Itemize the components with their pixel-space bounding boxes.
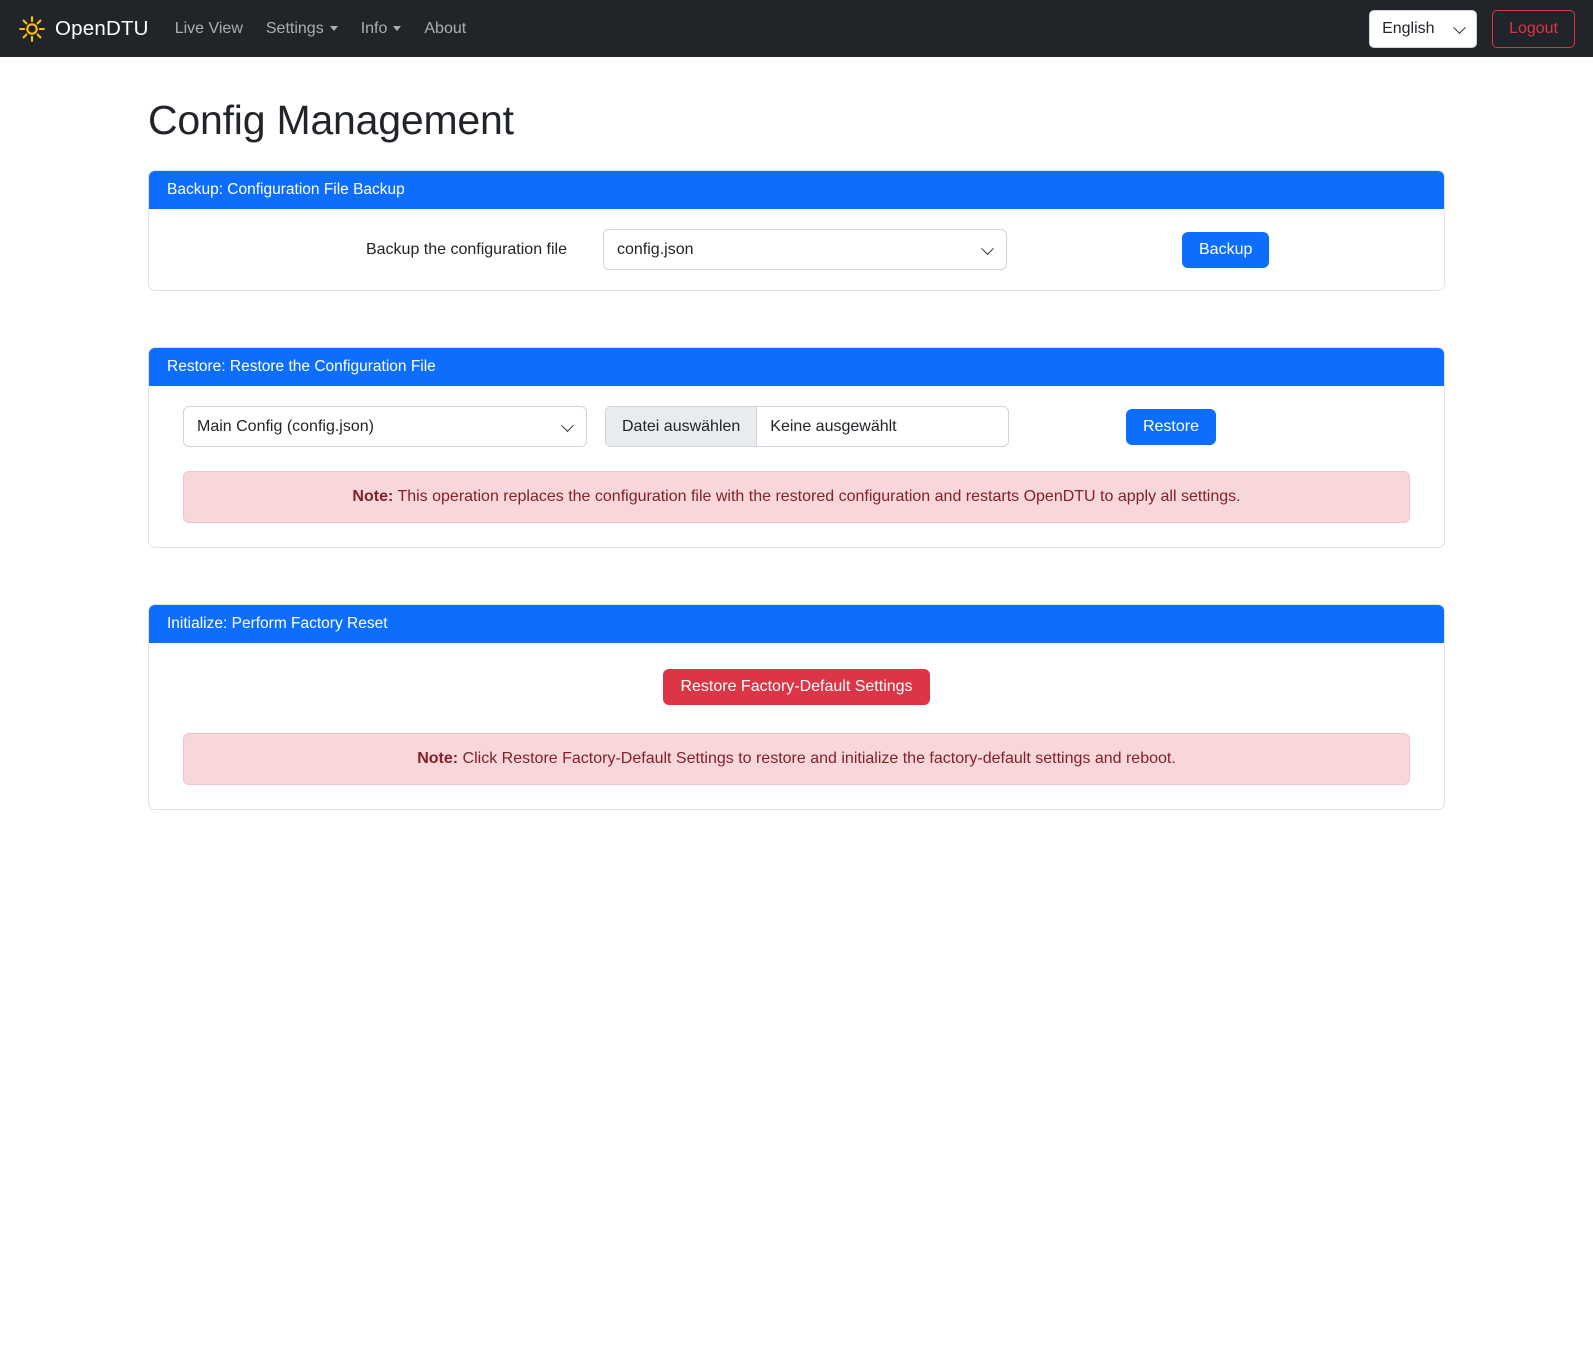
nav-item-label: Live View (174, 19, 243, 37)
restore-card-body (149, 386, 1444, 547)
nav-links (175, 20, 467, 38)
backup-button[interactable]: Backup (1182, 232, 1269, 268)
chevron-down-icon (981, 242, 994, 255)
chevron-down-icon (393, 26, 401, 31)
sun-icon (18, 15, 46, 43)
backup-row (167, 229, 1426, 270)
restore-note-text: This operation replaces the configuration file with the restored configuration and restarts OpenDTU to apply all settings. (393, 488, 1241, 505)
nav-item-label: About (424, 19, 467, 37)
restore-note-prefix: Note: (352, 488, 394, 505)
initialize-card-body (149, 643, 1444, 809)
backup-card-header: Backup: Configuration File Backup (149, 171, 1444, 209)
initialize-note-prefix: Note: (417, 750, 459, 767)
initialize-note-text: Click Restore Factory-Default Settings to restore and initialize the factory-default settings and reboot. (458, 750, 1176, 767)
restore-card-header: Restore: Restore the Configuration File (149, 348, 1444, 386)
navbar (0, 0, 1593, 57)
nav-item-about[interactable] (424, 20, 466, 38)
brand-label: OpenDTU (55, 16, 149, 40)
brand[interactable] (18, 15, 149, 43)
restore-file-input[interactable] (605, 406, 1009, 447)
restore-config-select-value: Main Config (config.json) (197, 417, 374, 435)
backup-card-body (149, 209, 1444, 290)
backup-file-select[interactable] (603, 229, 1007, 270)
language-select-value: English (1382, 19, 1435, 37)
chevron-down-icon (330, 26, 338, 31)
nav-item-settings[interactable] (266, 20, 338, 38)
selected-file-name: Keine ausgewählt (770, 417, 897, 435)
nav-item-info[interactable] (361, 20, 402, 38)
page-content (0, 97, 1593, 810)
restore-note (183, 471, 1410, 523)
backup-label: Backup the configuration file (365, 240, 567, 258)
nav-item-label: Info (360, 19, 388, 37)
nav-item-label: Settings (265, 19, 324, 37)
initialize-card-header: Initialize: Perform Factory Reset (149, 605, 1444, 643)
factory-reset-button[interactable]: Restore Factory-Default Settings (663, 669, 929, 705)
language-select[interactable] (1369, 10, 1477, 48)
nav-item-live-view[interactable] (175, 20, 243, 38)
chevron-down-icon (1453, 21, 1466, 34)
chevron-down-icon (561, 419, 574, 432)
restore-button-wrap (1126, 409, 1426, 445)
factory-reset-row (167, 663, 1426, 709)
restore-card (148, 347, 1445, 548)
logout-button[interactable]: Logout (1492, 10, 1575, 48)
page-title: Config Management (148, 97, 514, 143)
backup-file-select-value: config.json (617, 240, 694, 258)
restore-button[interactable]: Restore (1126, 409, 1216, 445)
choose-file-button[interactable]: Datei auswählen (606, 407, 757, 446)
initialize-card (148, 604, 1445, 810)
restore-config-select[interactable] (183, 406, 587, 447)
backup-card (148, 170, 1445, 291)
navbar-right (1369, 10, 1575, 48)
initialize-note (183, 733, 1410, 785)
restore-row (167, 406, 1426, 447)
